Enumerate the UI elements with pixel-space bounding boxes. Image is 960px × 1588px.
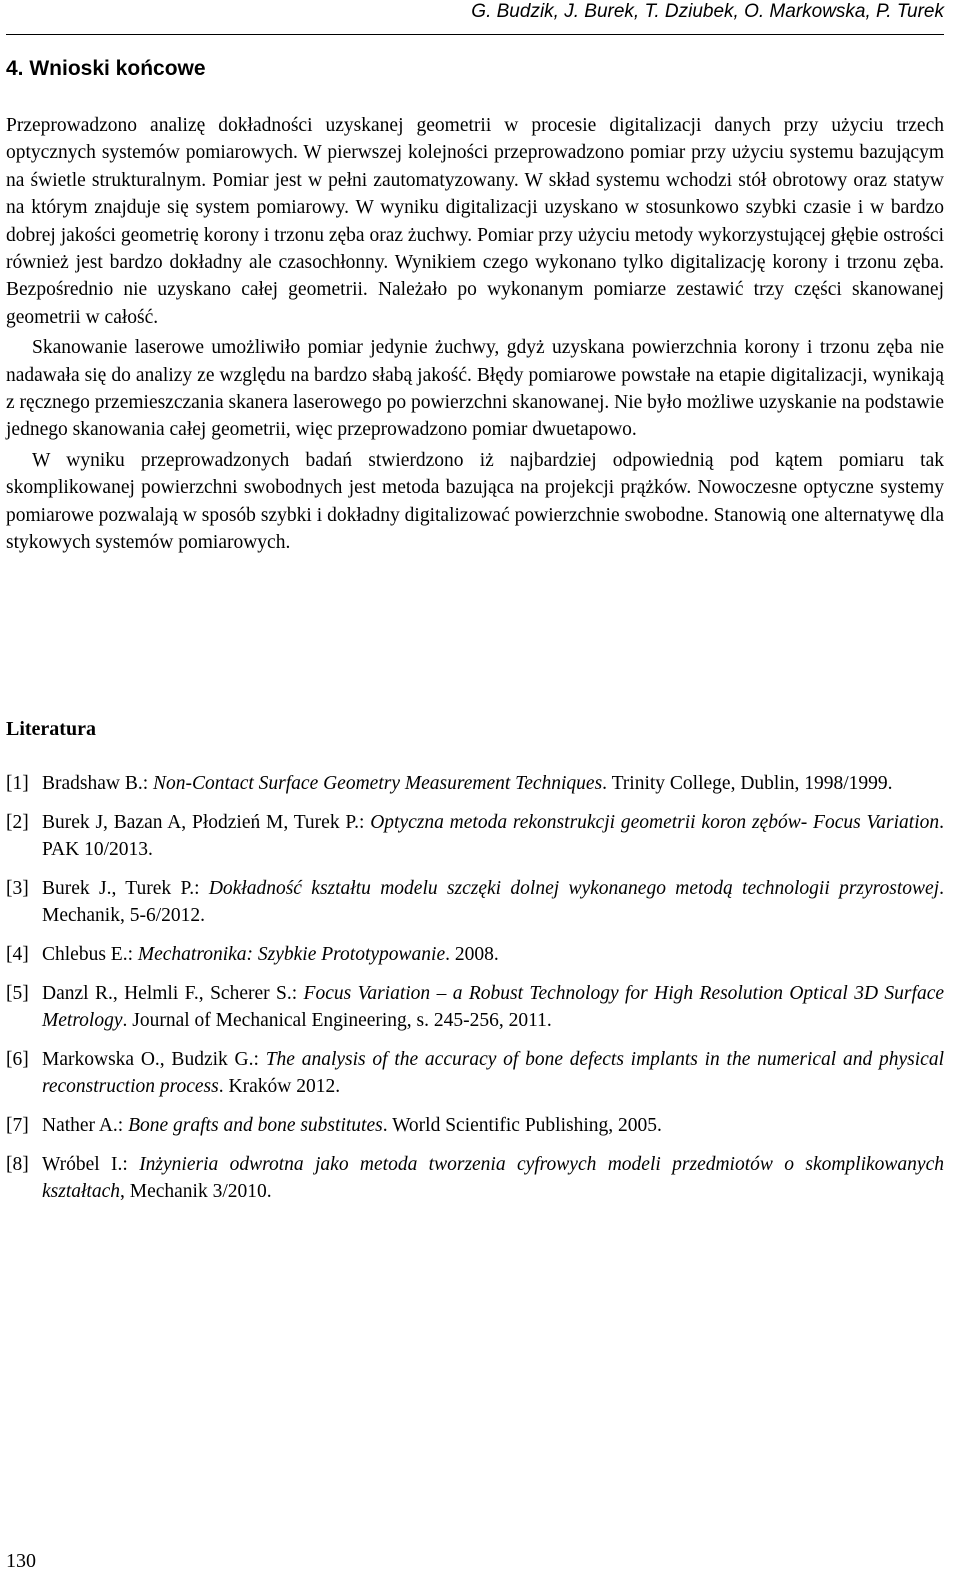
reference-title: The analysis of the accuracy of bone defects implants in the numerical and physical reconstruction process (42, 1049, 944, 1097)
paragraph-2: Skanowanie laserowe umożliwiło pomiar jedynie żuchwy, gdyż uzyskana powierzchnia korony i trzonu zęba nie nadawała się do analizy ze względu na bardzo słabą jakość. Błędy pomiarowe powstałe na etapie digitalizacji, wynikają z ręcznego przemieszczania skanera laserowego po powierzchni skanowanej. Nie było możliwe uzyskanie na podstawie jednego skanowania całej geometrii, więc przeprowadzono pomiar dwuetapowo. (6, 337, 944, 441)
reference-number: [4] (6, 944, 29, 965)
reference-title: Bone grafts and bone substitutes (128, 1115, 383, 1136)
reference-number: [1] (6, 773, 29, 794)
reference-title: Inżynieria odwrotna jako metoda tworzenia cyfrowych modeli przedmiotów o skomplikowanych kształtach (42, 1154, 944, 1202)
references-title: Literatura (6, 718, 96, 740)
reference-authors: Chlebus E.: (42, 944, 138, 965)
reference-authors: Markowska O., Budzik G.: (42, 1049, 266, 1070)
reference-item (6, 941, 944, 968)
reference-number: [3] (6, 878, 29, 899)
reference-item (6, 980, 944, 1034)
reference-authors: Bradshaw B.: (42, 773, 154, 794)
reference-authors: Danzl R., Helmli F., Scherer S.: (42, 983, 304, 1004)
reference-item (6, 875, 944, 929)
page-number: 130 (6, 1550, 36, 1572)
reference-authors: Burek J., Turek P.: (42, 878, 209, 899)
reference-item (6, 1151, 944, 1205)
reference-title: Non-Contact Surface Geometry Measurement Techniques (153, 773, 603, 794)
reference-details: . Journal of Mechanical Engineering, s. 245-256, 2011. (122, 1010, 552, 1031)
reference-authors: Wróbel I.: (42, 1154, 140, 1175)
reference-item (6, 809, 944, 863)
reference-number: [7] (6, 1115, 29, 1136)
reference-details: . Trinity College, Dublin, 1998/1999. (602, 773, 893, 794)
reference-details: . 2008. (445, 944, 499, 965)
header-rule (6, 34, 944, 35)
section-title: 4. Wnioski końcowe (6, 57, 206, 80)
paragraph-1: Przeprowadzono analizę dokładności uzyskanej geometrii w procesie digitalizacji danych przy użyciu trzech optycznych systemów pomiarowych. W pierwszej kolejności przeprowadzono pomiar przy użyciu systemu bazującym na świetle strukturalnym. Pomiar jest w pełni zautomatyzowany. W skład systemu wchodzi stół obrotowy oraz statyw na którym znajduje się system pomiarowy. W wyniku digitalizacji uzyskano w stosunkowo szybki czasie i w bardzo dobrej jakości geometrię korony i trzonu zęba oraz żuchwy. Pomiar przy użyciu metody wykorzystującej głębie ostrości również jest bardzo dokładny ale czasochłonny. Wynikiem czego wykonano tylko digitalizację korony i trzonu zęba. Bezpośrednio nie uzyskano całej geometrii. Należało po wykonanym pomiarze zestawić trzy części skanowanej geometrii w całość. (6, 115, 944, 328)
reference-title: Focus Variation – a Robust Technology for High Resolution Optical 3D Surface Metrology (42, 983, 944, 1031)
references-list (6, 770, 944, 1217)
reference-title: Optyczna metoda rekonstrukcji geometrii koron zębów- Focus Variation (370, 812, 940, 833)
reference-authors: Burek J, Bazan A, Płodzień M, Turek P.: (42, 812, 371, 833)
reference-item (6, 770, 944, 797)
reference-details: . Mechanik, 5-6/2012. (42, 878, 944, 926)
running-header: G. Budzik, J. Burek, T. Dziubek, O. Markowska, P. Turek (471, 1, 944, 22)
reference-details: . PAK 10/2013. (42, 812, 944, 860)
reference-number: [2] (6, 812, 29, 833)
reference-details: . Kraków 2012. (218, 1076, 341, 1097)
reference-number: [6] (6, 1049, 29, 1070)
reference-item (6, 1046, 944, 1100)
reference-number: [5] (6, 983, 29, 1004)
body-text (6, 112, 944, 557)
paragraph-3: W wyniku przeprowadzonych badań stwierdzono iż najbardziej odpowiednią pod kątem pomiaru tak skomplikowanej powierzchni swobodnych jest metoda bazująca na projekcji prążków. Nowoczesne optyczne systemy pomiarowe pozwalają w sposób szybki i dokładny digitalizować powierzchnie swobodne. Stanowią one alternatywę dla stykowych systemów pomiarowych. (6, 449, 944, 554)
reference-title: Mechatronika: Szybkie Prototypowanie (137, 944, 446, 965)
reference-item (6, 1112, 944, 1139)
reference-details: . World Scientific Publishing, 2005. (382, 1115, 662, 1136)
reference-title: Dokładność kształtu modelu szczęki dolnej wykonanego metodą technologii przyrostowej (208, 878, 940, 899)
reference-number: [8] (6, 1154, 29, 1175)
reference-authors: Nather A.: (42, 1115, 129, 1136)
reference-details: , Mechanik 3/2010. (120, 1181, 272, 1202)
